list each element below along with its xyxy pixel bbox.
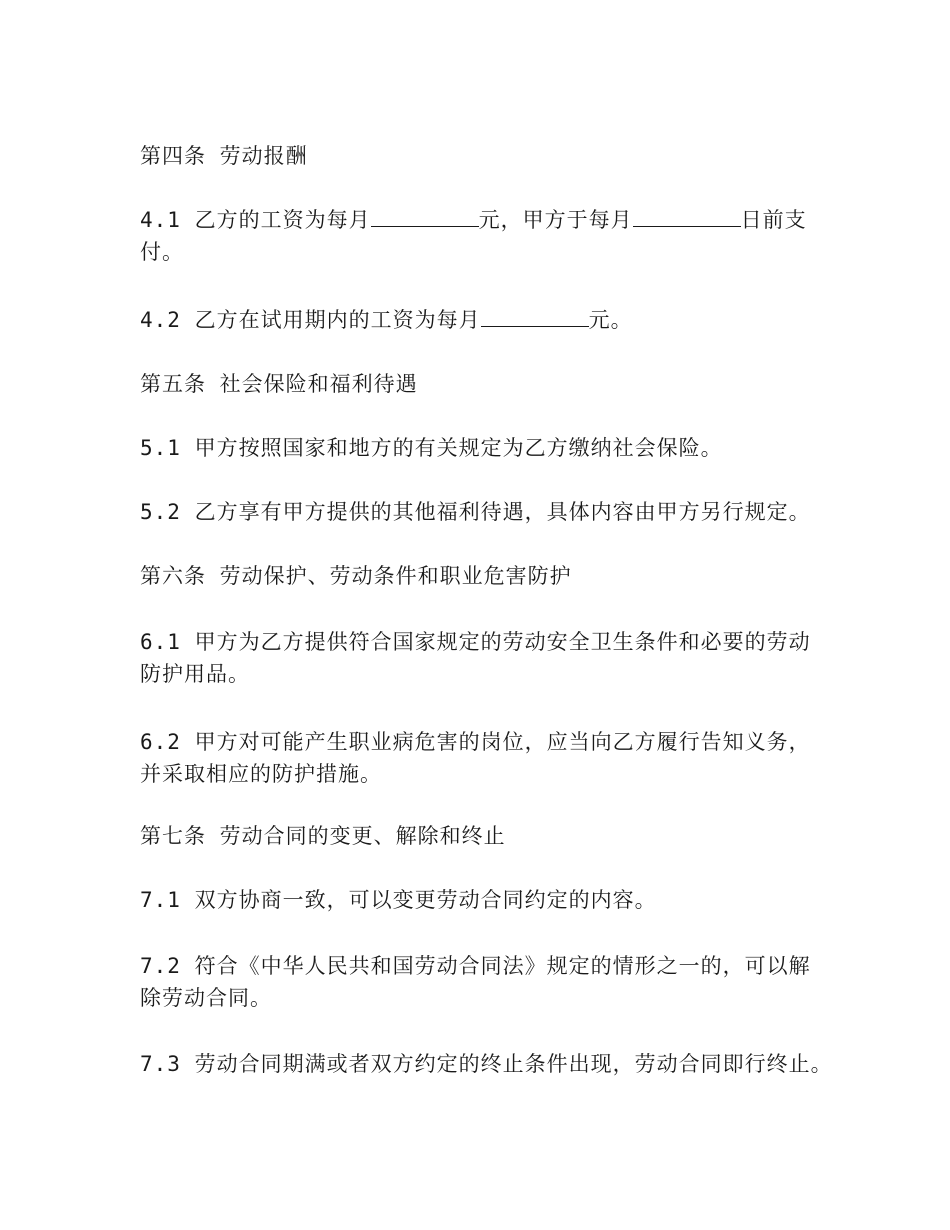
clause-text: 4.2 乙方在试用期内的工资为每月 bbox=[140, 308, 481, 332]
clause-text: 元，甲方于每月 bbox=[478, 208, 633, 232]
clause-text: 元。 bbox=[588, 308, 633, 332]
clause-4-2 bbox=[140, 306, 633, 334]
clause-5-2: 5.2 乙方享有甲方提供的其他福利待遇，具体内容由甲方另行规定。 bbox=[140, 500, 811, 524]
clause-7-2-line-2: 除劳动合同。 bbox=[140, 986, 272, 1010]
clause-7-1: 7.1 双方协商一致，可以变更劳动合同约定的内容。 bbox=[140, 888, 657, 912]
clause-5-1: 5.1 甲方按照国家和地方的有关规定为乙方缴纳社会保险。 bbox=[140, 436, 723, 460]
salary-amount-blank bbox=[371, 208, 479, 227]
pay-day-blank bbox=[633, 208, 741, 227]
clause-6-1-line-2: 防护用品。 bbox=[140, 662, 250, 686]
section-heading: 第五条 社会保险和福利待遇 bbox=[140, 372, 418, 396]
clause-7-3: 7.3 劳动合同期满或者双方约定的终止条件出现，劳动合同即行终止。 bbox=[140, 1052, 833, 1076]
clause-6-2-line-2: 并采取相应的防护措施。 bbox=[140, 762, 382, 786]
clause-4-1-line-1 bbox=[140, 206, 807, 234]
probation-salary-blank bbox=[481, 308, 589, 327]
section-heading: 第六条 劳动保护、劳动条件和职业危害防护 bbox=[140, 564, 572, 588]
clause-6-1-line-1: 6.1 甲方为乙方提供符合国家规定的劳动安全卫生条件和必要的劳动 bbox=[140, 630, 811, 654]
clause-text: 日前支 bbox=[740, 208, 807, 232]
clause-6-2-line-1: 6.2 甲方对可能产生职业病危害的岗位，应当向乙方履行告知义务， bbox=[140, 730, 811, 754]
section-heading: 第七条 劳动合同的变更、解除和终止 bbox=[140, 824, 506, 848]
clause-7-2-line-1: 7.2 符合《中华人民共和国劳动合同法》规定的情形之一的，可以解 bbox=[140, 954, 811, 978]
clause-text: 4.1 乙方的工资为每月 bbox=[140, 208, 371, 232]
section-heading: 第四条 劳动报酬 bbox=[140, 144, 308, 168]
clause-4-1-line-2: 付。 bbox=[140, 240, 184, 264]
